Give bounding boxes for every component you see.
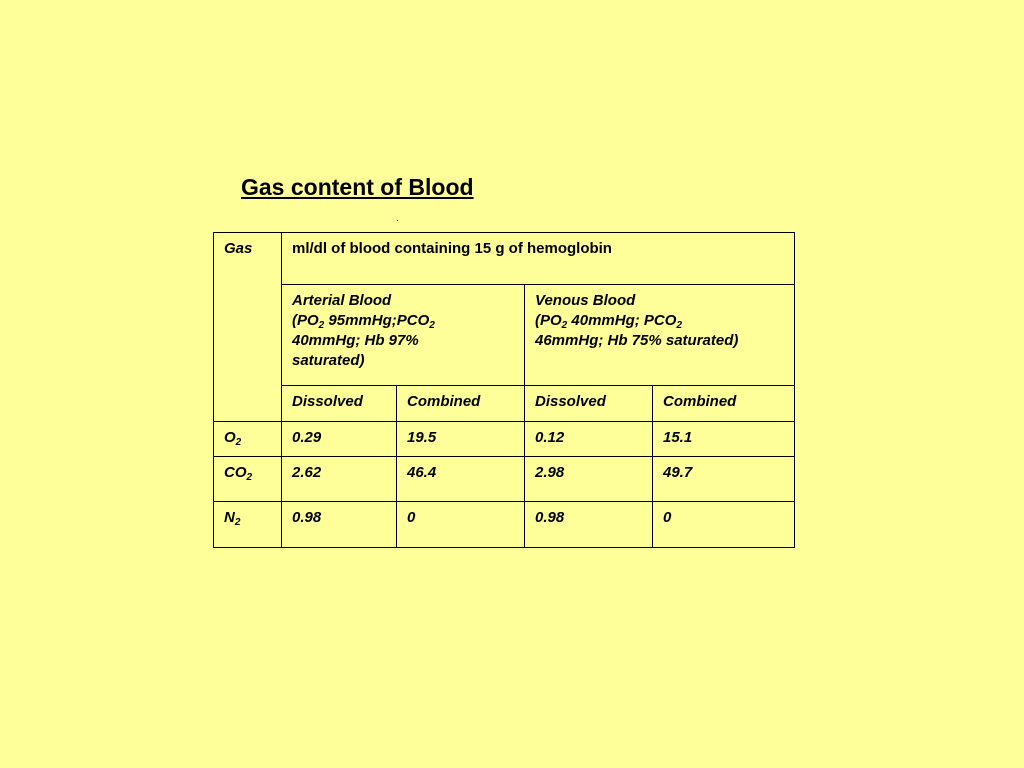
value-cell: 15.1 xyxy=(653,422,795,457)
value-cell: 46.4 xyxy=(397,457,525,502)
table-row xyxy=(214,422,795,457)
gas-cell: $O_2$ xyxy=(214,422,282,457)
venous-combined-header: Combined xyxy=(653,386,795,422)
subheader-row xyxy=(214,386,795,422)
value-cell: 0 xyxy=(397,502,525,548)
table-row xyxy=(214,502,795,548)
value-cell: 0.12 xyxy=(525,422,653,457)
arterial-combined-header: Combined xyxy=(397,386,525,422)
value-cell: 0.98 xyxy=(525,502,653,548)
gas-cell: $N_2$ xyxy=(214,502,282,548)
value-cell: 0 xyxy=(653,502,795,548)
condition-header-row xyxy=(214,285,795,386)
table-header-row xyxy=(214,233,795,285)
gas-cell: $CO_2$ xyxy=(214,457,282,502)
unit-header: ml/dl of blood containing 15 g of hemoglobin xyxy=(282,233,795,285)
gas-column-header: Gas xyxy=(214,233,282,422)
venous-blood-header: Venous Blood ($PO_2$ 40mmHg; $PCO_2$ 46mmHg; Hb 75% saturated) xyxy=(525,285,795,386)
value-cell: 2.62 xyxy=(282,457,397,502)
separator-dot: . xyxy=(396,213,399,224)
value-cell: 49.7 xyxy=(653,457,795,502)
table-row xyxy=(214,457,795,502)
venous-dissolved-header: Dissolved xyxy=(525,386,653,422)
value-cell: 2.98 xyxy=(525,457,653,502)
arterial-dissolved-header: Dissolved xyxy=(282,386,397,422)
value-cell: 0.98 xyxy=(282,502,397,548)
page-title: Gas content of Blood xyxy=(241,174,474,200)
gas-content-table xyxy=(213,232,795,548)
value-cell: 19.5 xyxy=(397,422,525,457)
value-cell: 0.29 xyxy=(282,422,397,457)
arterial-blood-header: Arterial Blood ($PO_2$ $95mmHg;PCO_2$ 40mmHg; Hb 97% saturated) xyxy=(282,285,525,386)
